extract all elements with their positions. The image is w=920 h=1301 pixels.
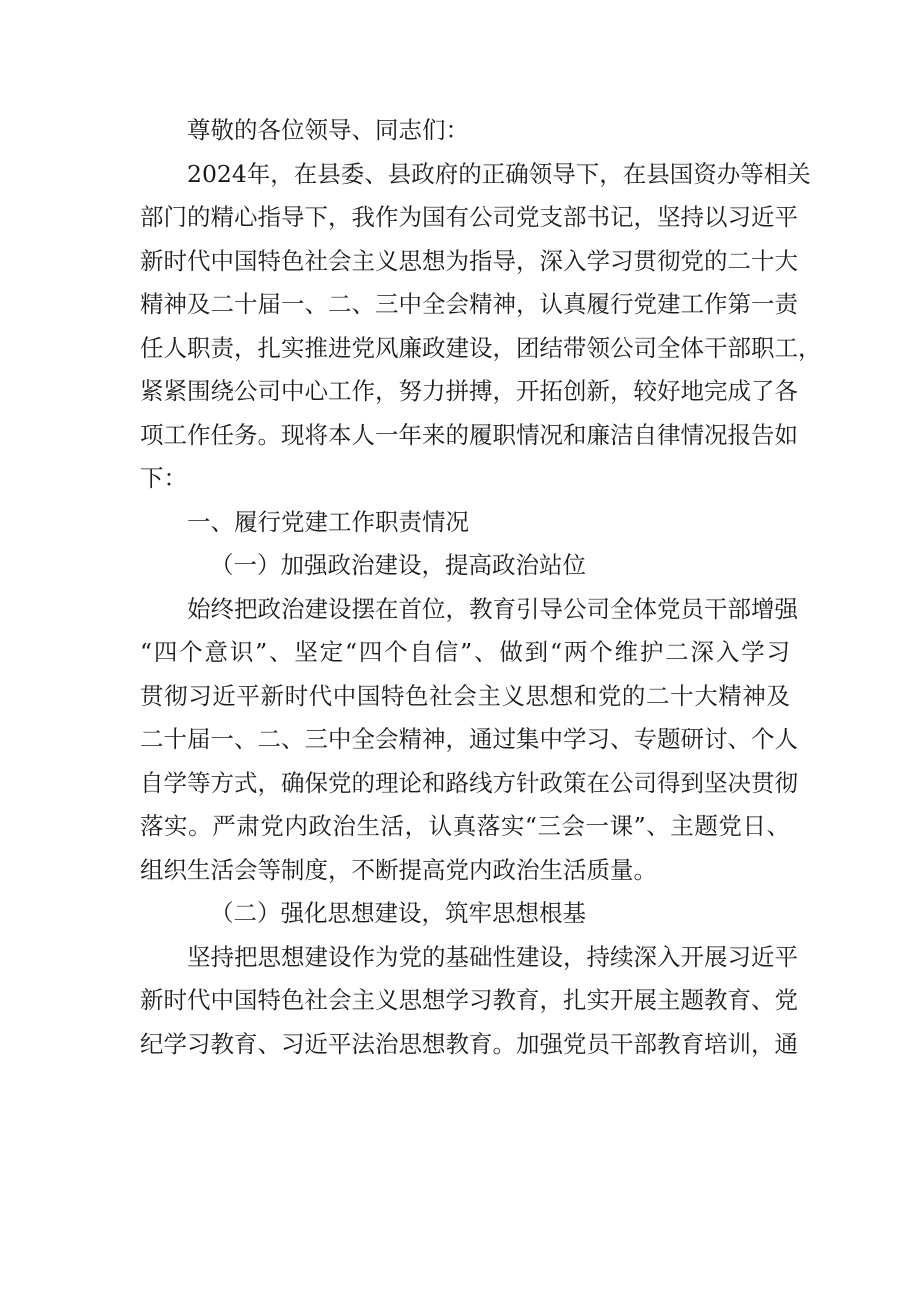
paragraph-line: 自学等方式，确保党的理论和路线方针政策在公司得到坚决贯彻	[140, 768, 798, 797]
paragraph-line: “四个意识”、坚定“四个自信”、做到“两个维护二深入学习	[140, 638, 790, 666]
intro-line: 任人职责，扎实推进党风廉政建设，团结带领公司全体干部职工，	[140, 333, 822, 362]
salutation: 尊敬的各位领导、同志们：	[187, 116, 469, 144]
paragraph-line: 组织生活会等制度，不断提高党内政治生活质量。	[140, 855, 657, 884]
intro-line: 精神及二十届一、二、三中全会精神，认真履行党建工作第一责	[140, 290, 798, 318]
intro-line: 2024年，在县委、县政府的正确领导下，在县国资办等相关	[187, 159, 811, 188]
paragraph-line: 始终把政治建设摆在首位，教育引导公司全体党员干部增强	[187, 594, 798, 623]
intro-line: 下：	[140, 464, 187, 492]
intro-line: 部门的精心指导下，我作为国有公司党支部书记，坚持以习近平	[140, 203, 798, 231]
subsection-heading: （一）加强政治建设，提高政治站位	[210, 551, 586, 579]
section-heading: 一、履行党建工作职责情况	[187, 507, 469, 536]
intro-line: 紧紧围绕公司中心工作，努力拼搏，开拓创新，较好地完成了各	[140, 377, 798, 405]
subsection-heading: （二）强化思想建设，筑牢思想根基	[210, 899, 586, 927]
document-body	[140, 109, 822, 1066]
intro-line: 项工作任务。现将本人一年来的履职情况和廉洁自律情况报告如	[140, 420, 798, 449]
paragraph-line: 纪学习教育、习近平法治思想教育。加强党员干部教育培训，通	[140, 1029, 798, 1058]
paragraph-line: 新时代中国特色社会主义思想学习教育，扎实开展主题教育、党	[140, 986, 798, 1014]
paragraph-line: 落实。严肃党内政治生活，认真落实“三会一课”、主题党日、	[140, 812, 790, 840]
intro-line: 新时代中国特色社会主义思想为指导，深入学习贯彻党的二十大	[140, 246, 798, 275]
paragraph-line: 贯彻习近平新时代中国特色社会主义思想和党的二十大精神及	[140, 681, 790, 710]
paragraph-line: 坚持把思想建设作为党的基础性建设，持续深入开展习近平	[187, 942, 798, 971]
paragraph-line: 二十届一、二、三中全会精神，通过集中学习、专题研讨、个人	[140, 725, 798, 753]
